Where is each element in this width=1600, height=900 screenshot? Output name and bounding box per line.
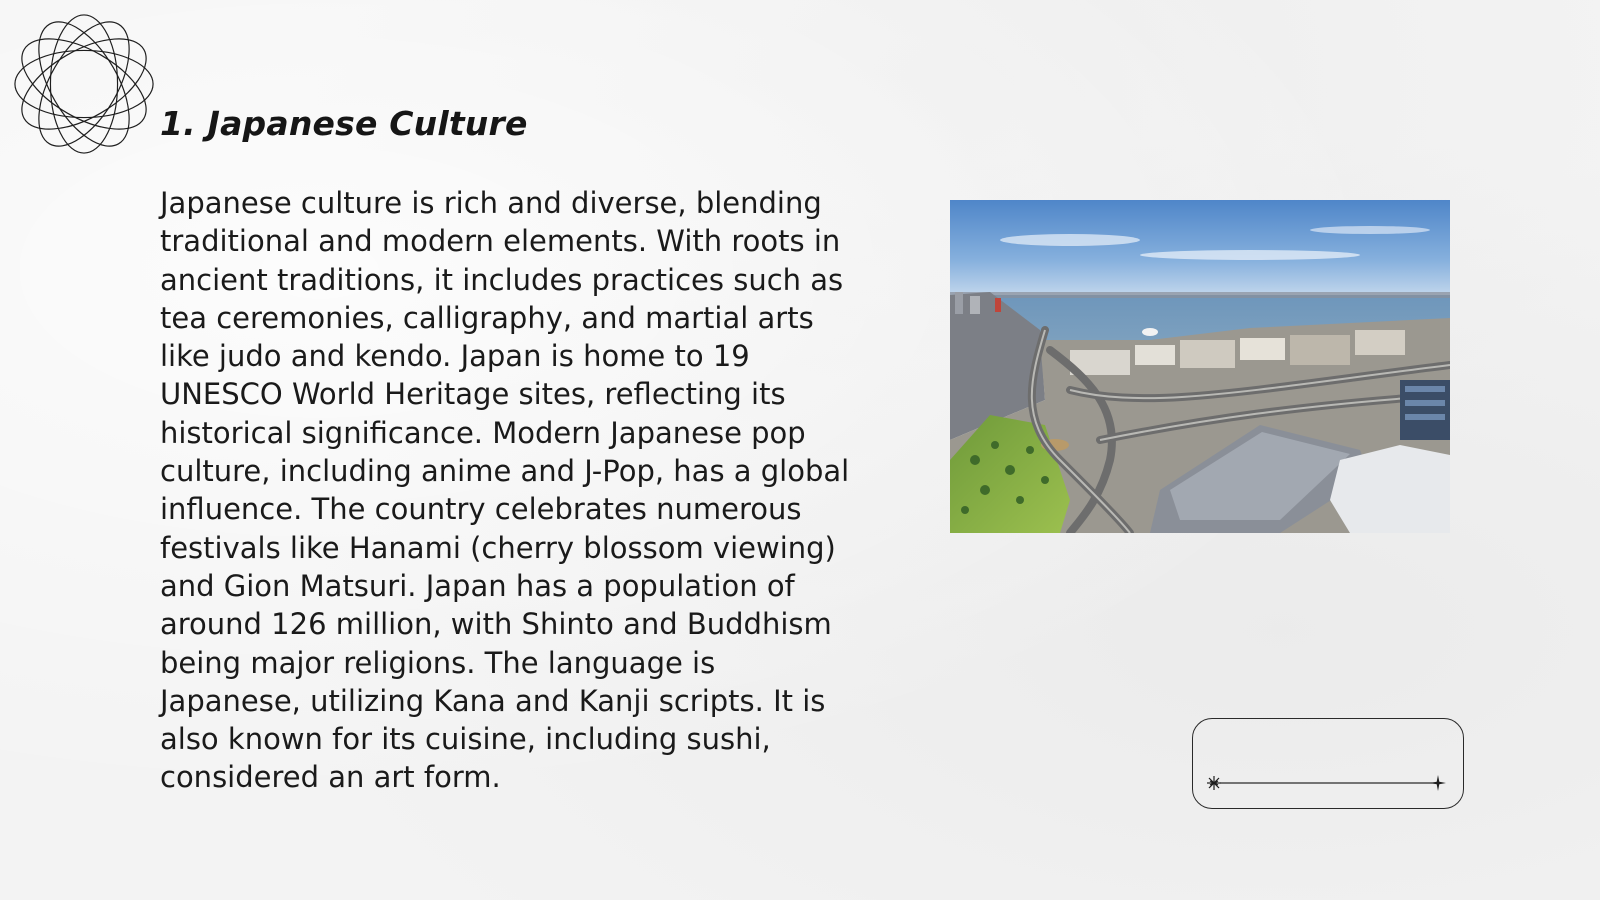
- city-harbor-photo: [950, 200, 1450, 533]
- ring-orb-icon: [10, 10, 158, 158]
- four-point-star-icon: [1430, 775, 1446, 791]
- decorative-line: [1206, 775, 1450, 791]
- slide-title: 1. Japanese Culture: [160, 104, 528, 143]
- decorative-frame: [1192, 718, 1464, 809]
- sparkle-icon: [1207, 776, 1221, 790]
- body-paragraph: Japanese culture is rich and diverse, blending traditional and modern elements. With roots in ancient traditions, it includes practices such as tea ceremonies, calligraphy, and martial arts like judo and kendo. Japan is home to 19 UNESCO World Heritage sites, reflecting its historical significance. Modern Japanese pop culture, including anime and J-Pop, has a global influence. The country celebrates numerous festivals like Hanami (cherry blossom viewing) and Gion Matsuri. Japan has a population of around 126 million, with Shinto and Buddhism being major religions. The language is Japanese, utilizing Kana and Kanji scripts. It is also known for its cuisine, including sushi, considered an art form.: [160, 186, 850, 795]
